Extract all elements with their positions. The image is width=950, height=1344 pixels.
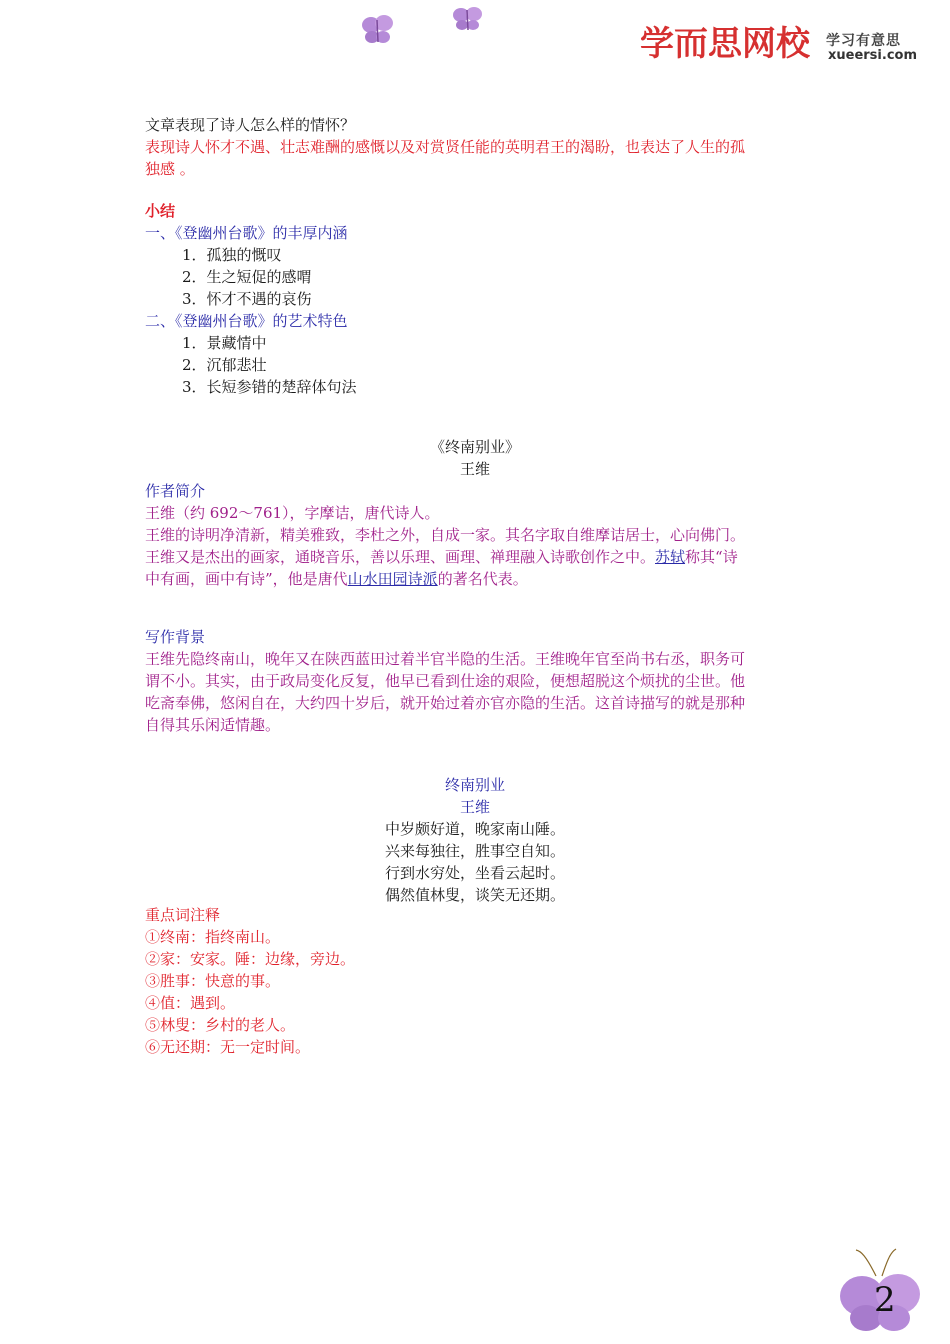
list-item: 2．沉郁悲壮 xyxy=(182,356,267,374)
poem-author: 王维 xyxy=(459,798,490,816)
list-item: 3．怀才不遇的哀伤 xyxy=(182,290,312,308)
author-intro-text: 的著名代表。 xyxy=(437,570,528,588)
list-item: 1．景藏情中 xyxy=(182,334,267,352)
background-line: 自得其乐闲适情趣。 xyxy=(145,716,281,734)
summary-part2-title: 二、《登幽州台歌》的艺术特色 xyxy=(145,312,348,330)
note-item: ③胜事：快意的事。 xyxy=(145,972,281,990)
poem-line: 中岁颇好道，晚家南山陲。 xyxy=(384,820,565,838)
poem-line: 偶然值林叟，谈笑无还期。 xyxy=(384,886,565,904)
poem-title: 终南别业 xyxy=(444,776,505,794)
page-number: 2 xyxy=(874,1280,896,1320)
logo-main: 学而思网校 xyxy=(640,24,810,64)
list-item: 3．长短参错的楚辞体句法 xyxy=(182,378,357,396)
background-line: 王维先隐终南山，晚年又在陕西蓝田过着半官半隐的生活。王维晚年官至尚书右丞，职务可 xyxy=(145,650,746,668)
notes-heading: 重点词注释 xyxy=(145,906,221,924)
note-item: ①终南：指终南山。 xyxy=(145,928,281,946)
background-heading: 写作背景 xyxy=(145,628,206,646)
note-item: ⑤林叟：乡村的老人。 xyxy=(145,1016,296,1034)
poem-line: 兴来每独往，胜事空自知。 xyxy=(384,842,565,860)
author-intro-text: 王维又是杰出的画家，通晓音乐，善以乐理、画理、禅理融入诗歌创作之中。 xyxy=(145,548,656,566)
author-intro-heading: 作者简介 xyxy=(145,482,206,500)
logo-slogan: 学习有意思 xyxy=(826,33,901,49)
summary-title: 小结 xyxy=(145,202,176,220)
answer-line: 独感 。 xyxy=(145,160,195,178)
logo xyxy=(640,24,920,68)
poem-line: 行到水穷处，坐看云起时。 xyxy=(384,864,565,882)
link-su-shi[interactable]: 苏轼 xyxy=(655,548,686,566)
butterfly-icon xyxy=(452,4,484,34)
poem-intro-author: 王维 xyxy=(459,460,490,478)
author-intro-line xyxy=(145,568,528,590)
question-text: 文章表现了诗人怎么样的情怀？ xyxy=(145,116,356,134)
list-item: 2．生之短促的感喟 xyxy=(182,268,312,286)
background-line: 谓不小。其实，由于政局变化反复，他早已看到仕途的艰险，便想超脱这个烦扰的尘世。他 xyxy=(145,672,746,690)
author-intro-text: 中有画，画中有诗”，他是唐代 xyxy=(145,570,348,588)
author-intro-line xyxy=(145,546,738,568)
butterfly-icon xyxy=(360,12,396,48)
poem-intro-title: 《终南别业》 xyxy=(429,438,520,456)
author-intro-line: 王维的诗明净清新，精美雅致，李杜之外，自成一家。其名字取自维摩诘居士，心向佛门。 xyxy=(145,526,746,544)
list-item: 1．孤独的慨叹 xyxy=(182,246,282,264)
author-intro-text: 称其“诗 xyxy=(685,548,738,566)
link-shanshui-tianyuan[interactable]: 山水田园诗派 xyxy=(347,570,438,588)
summary-part1-title: 一、《登幽州台歌》的丰厚内涵 xyxy=(145,224,348,242)
note-item: ⑥无还期：无一定时间。 xyxy=(145,1038,311,1056)
logo-url: xueersi.com xyxy=(828,48,918,63)
background-line: 吃斋奉佛，悠闲自在，大约四十岁后，就开始过着亦官亦隐的生活。这首诗描写的就是那种 xyxy=(145,694,746,712)
answer-line: 表现诗人怀才不遇、壮志难酬的感慨以及对赏贤任能的英明君王的渴盼，也表达了人生的孤 xyxy=(145,138,746,156)
author-intro-line: 王维（约 692～761），字摩诘，唐代诗人。 xyxy=(145,504,440,522)
note-item: ②家：安家。陲：边缘，旁边。 xyxy=(145,950,356,968)
note-item: ④值：遇到。 xyxy=(145,994,236,1012)
